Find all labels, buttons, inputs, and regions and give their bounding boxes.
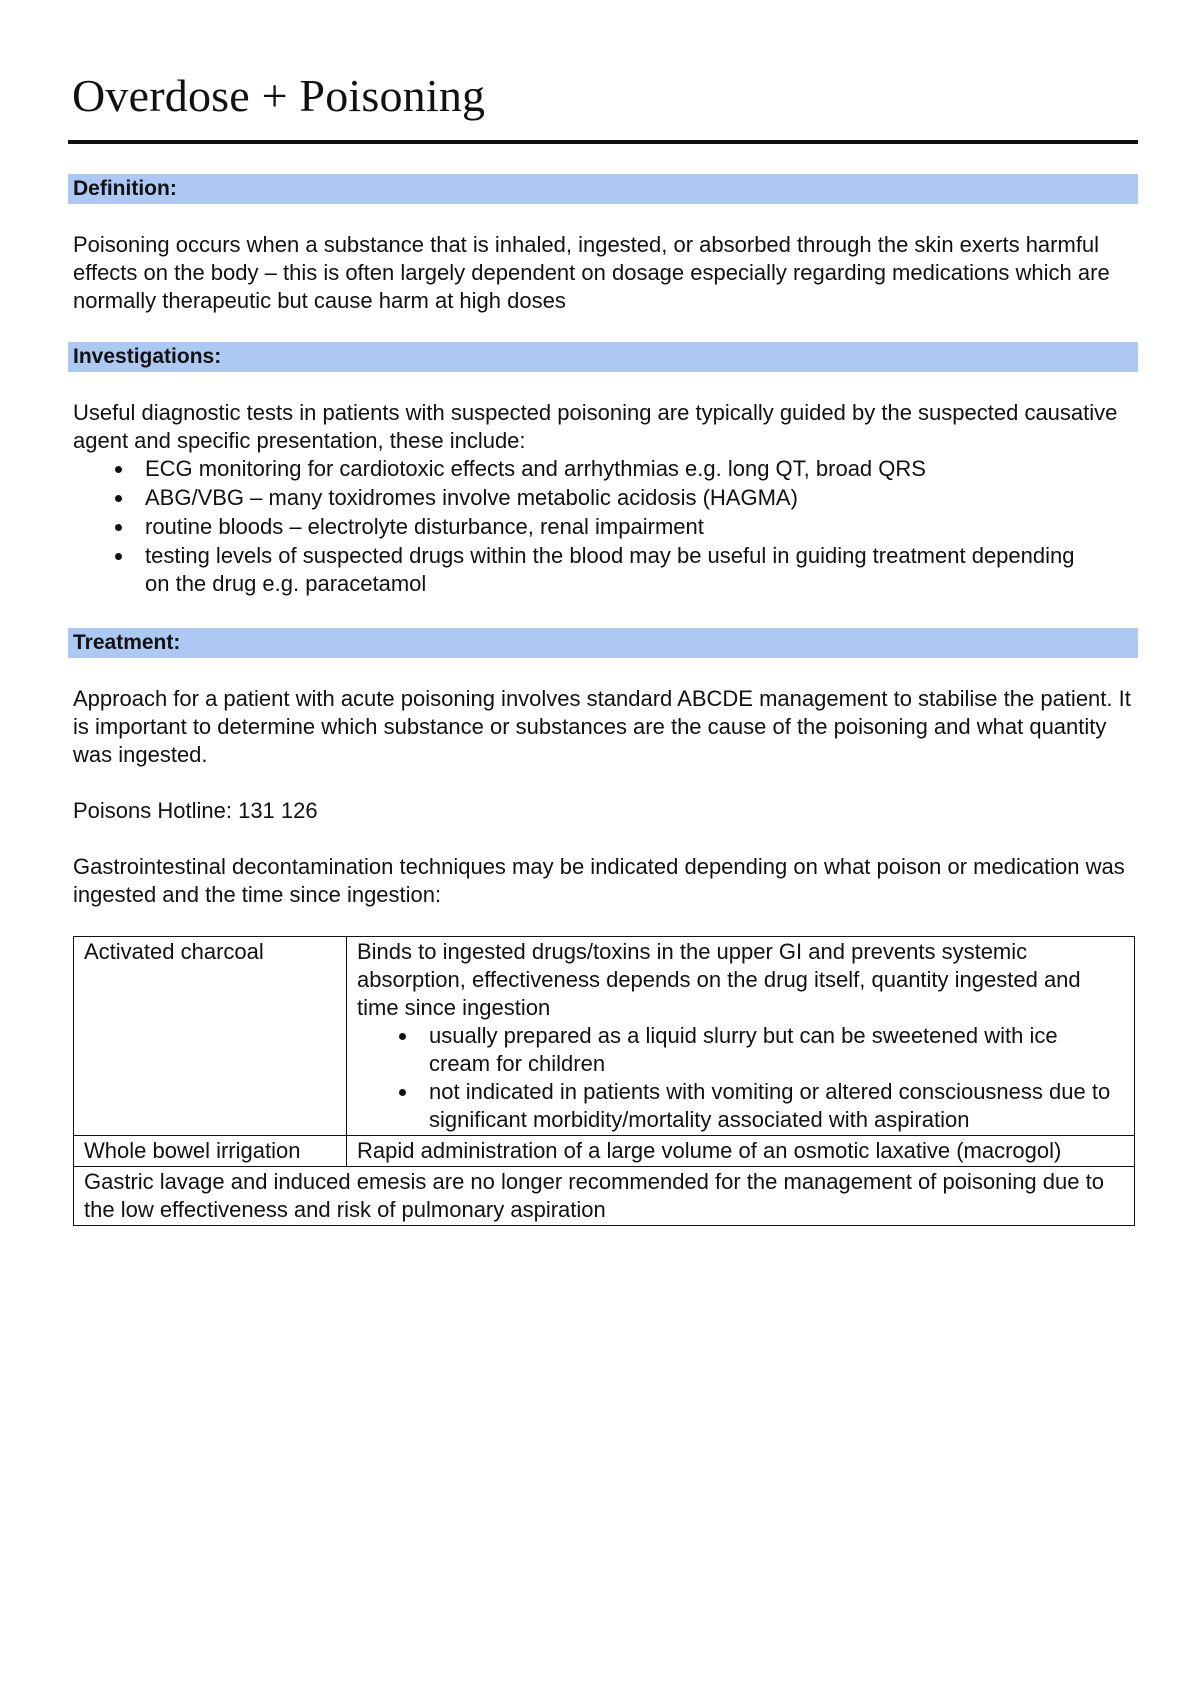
poisons-hotline-text: Poisons Hotline: 131 126 xyxy=(73,798,318,823)
table-cell-technique: Activated charcoal xyxy=(74,937,347,1136)
list-item: ECG monitoring for cardiotoxic effects and arrhythmias e.g. long QT, broad QRS xyxy=(73,455,1103,483)
table-row xyxy=(74,1136,1135,1167)
treatment-heading: Treatment: xyxy=(68,628,1138,658)
treatment-approach-text: Approach for a patient with acute poisoning involves standard ABCDE management to stabilise the patient. It is important to determine which substance or substances are the cause of the poisoning and what quantity was ingested. xyxy=(73,686,1131,767)
investigations-intro: Useful diagnostic tests in patients with suspected poisoning are typically guided by the suspected causative agent and specific presentation, these include: xyxy=(73,400,1118,453)
list-item: not indicated in patients with vomiting or altered consciousness due to significant morbidity/mortality associated with aspiration xyxy=(357,1078,1124,1134)
activated-charcoal-bullet-list xyxy=(357,1022,1124,1134)
list-item: usually prepared as a liquid slurry but can be sweetened with ice cream for children xyxy=(357,1022,1124,1078)
table-cell-note: Gastric lavage and induced emesis are no longer recommended for the management of poisoning due to the low effectiveness and risk of pulmonary aspiration xyxy=(74,1167,1135,1226)
definition-text: Poisoning occurs when a substance that is inhaled, ingested, or absorbed through the skin exerts harmful effects on the body – this is often largely dependent on dosage especially regarding medications which are normally therapeutic but cause harm at high doses xyxy=(73,232,1110,313)
list-item: testing levels of suspected drugs within the blood may be useful in guiding treatment depending on the drug e.g. paracetamol xyxy=(73,542,1103,598)
page-title: Overdose + Poisoning xyxy=(72,70,486,121)
list-item: routine bloods – electrolyte disturbance, renal impairment xyxy=(73,513,1103,541)
table-cell-technique: Whole bowel irrigation xyxy=(74,1136,347,1167)
investigations-bullet-list xyxy=(73,455,1103,599)
table-cell-description xyxy=(347,937,1135,1136)
investigations-heading: Investigations: xyxy=(68,342,1138,372)
table-row xyxy=(74,937,1135,1136)
table-row xyxy=(74,1167,1135,1226)
definition-heading: Definition: xyxy=(68,174,1138,204)
table-cell-description: Rapid administration of a large volume of an osmotic laxative (macrogol) xyxy=(347,1136,1135,1167)
gi-decontamination-table xyxy=(73,936,1135,1226)
gi-decontamination-intro: Gastrointestinal decontamination techniques may be indicated depending on what poison or medication was ingested and the time since ingestion: xyxy=(73,854,1125,907)
title-underline-rule xyxy=(68,140,1138,144)
list-item: ABG/VBG – many toxidromes involve metabolic acidosis (HAGMA) xyxy=(73,484,1103,512)
activated-charcoal-description: Binds to ingested drugs/toxins in the upper GI and prevents systemic absorption, effectiveness depends on the drug itself, quantity ingested and time since ingestion xyxy=(357,939,1081,1020)
